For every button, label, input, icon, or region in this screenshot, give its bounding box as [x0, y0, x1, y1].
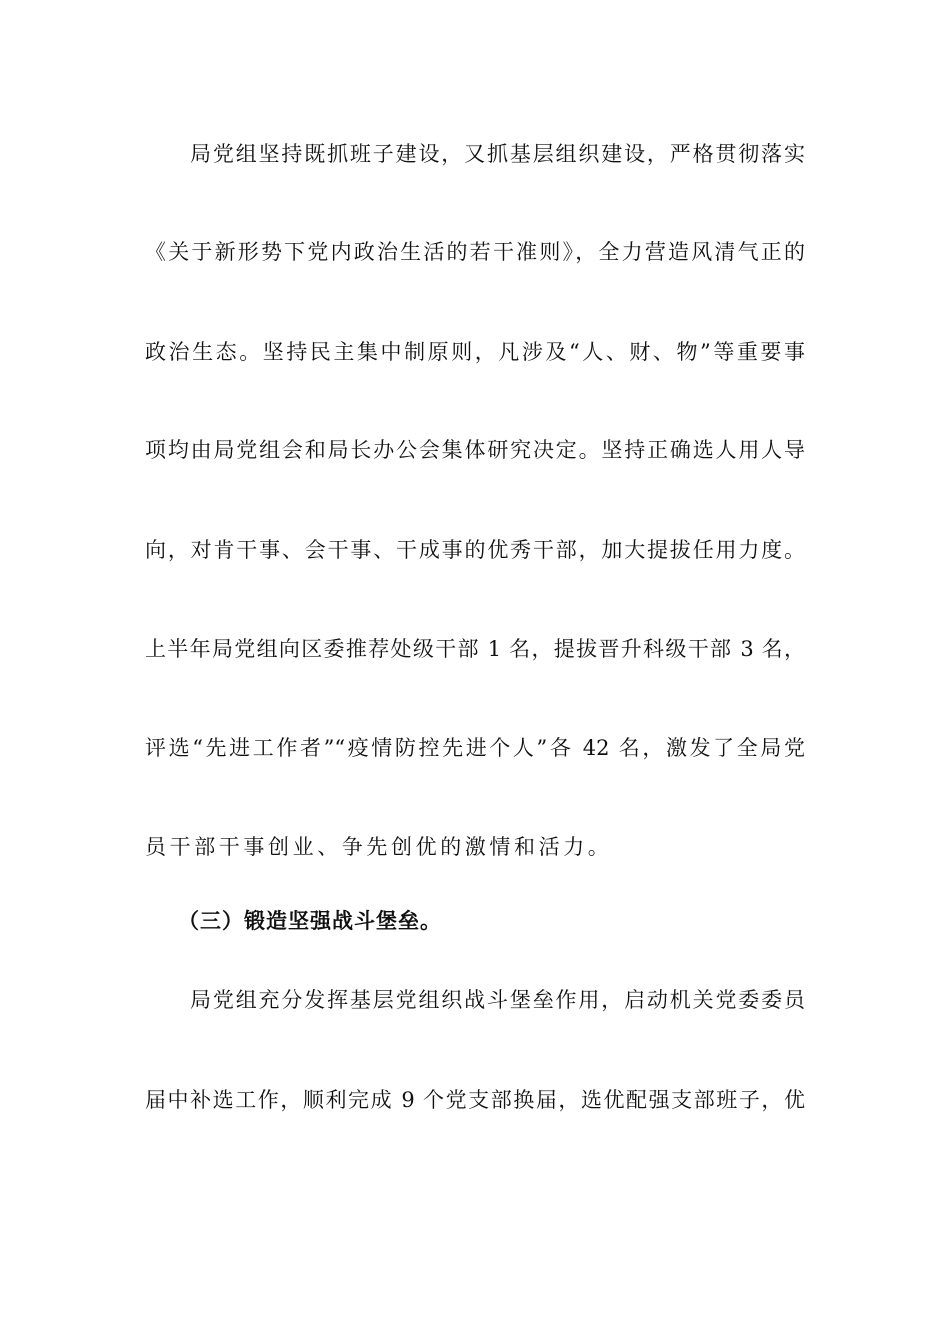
- paragraph-line: 局党组坚持既抓班子建设，又抓基层组织建设，严格贯彻落实: [190, 142, 805, 166]
- paragraph-line: 《关于新形势下党内政治生活的若干准则》，全力营造风清气正的: [145, 240, 805, 264]
- paragraph-line: 届中补选工作，顺利完成 9 个党支部换届，选优配强支部班子，优: [145, 1088, 805, 1112]
- paragraph-line: 员干部干事创业、争先创优的激情和活力。: [145, 835, 613, 859]
- paragraph-line: 局党组充分发挥基层党组织战斗堡垒作用，启动机关党委委员: [190, 988, 805, 1012]
- section-heading: （三）锻造坚强战斗堡垒。: [178, 909, 442, 933]
- paragraph-line: 向，对肯干事、会干事、干成事的优秀干部，加大提拔任用力度。: [145, 538, 805, 562]
- paragraph-line: 上半年局党组向区委推荐处级干部 1 名，提拔晋升科级干部 3 名，: [145, 637, 805, 661]
- paragraph-line: 项均由局党组会和局长办公会集体研究决定。坚持正确选人用人导: [145, 438, 805, 462]
- paragraph-line: 评选“先进工作者”“疫情防控先进个人”各 42 名，激发了全局党: [145, 736, 805, 760]
- paragraph-line: 政治生态。坚持民主集中制原则，凡涉及“人、财、物”等重要事: [145, 340, 805, 364]
